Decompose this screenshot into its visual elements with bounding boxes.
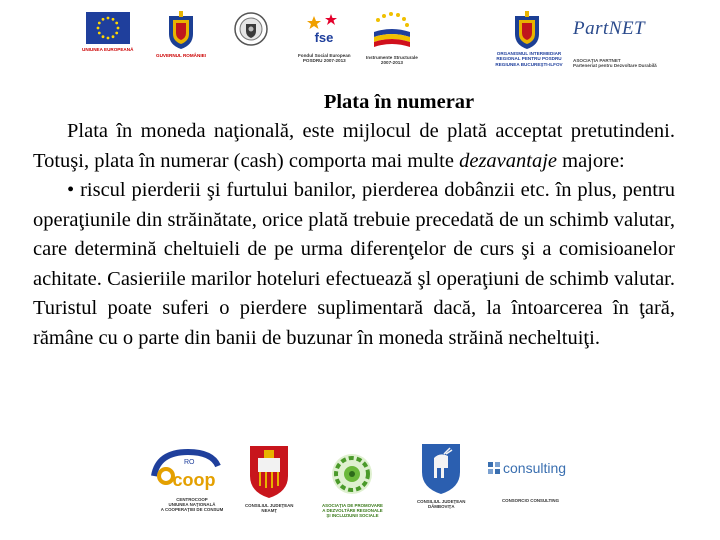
seal-logo (234, 12, 268, 46)
partnet-brand: PartNET (573, 18, 646, 39)
centrocoop-logo (148, 446, 236, 512)
seal-icon (234, 12, 268, 46)
fse-logo (298, 12, 351, 64)
partnet-caption: ASOCIAȚIA PARTNET Parteneriat pentru Dezvoltare Durabilă (573, 58, 657, 69)
adr-logo (322, 452, 383, 518)
oi-logo (495, 10, 563, 67)
document-body (33, 88, 675, 353)
coop-icon (148, 446, 236, 494)
fse-caption: Fondul Social European POSDRU 2007-2013 (298, 53, 351, 64)
is-logo (366, 10, 418, 66)
coat-of-arms-icon (418, 440, 464, 496)
coat-of-arms-icon (512, 10, 542, 50)
fse-star-icon (304, 12, 344, 50)
emphasis-term: dezavantaje (459, 149, 558, 172)
grid-icon (488, 462, 500, 474)
stars-flag-icon (370, 10, 414, 52)
svg-text:RO: RO (184, 459, 195, 466)
neamt-logo (245, 442, 293, 513)
paragraph-intro-text: Plata în moneda naţională, este mijlocul de plată acceptat pretutindeni. Totuşi, plata în numerar (cash) comporta mai multe (33, 120, 675, 172)
paragraph-intro (33, 117, 675, 176)
is-caption: Instrumente Structurale 2007-2013 (366, 55, 418, 66)
centrocoop-caption: CENTROCOOP UNIUNEA NAŢIONALĂ A COOPERAŢIEI DE CONSUM (160, 497, 224, 513)
partnet-logo (573, 18, 657, 69)
page-title: Plata în numerar (323, 91, 475, 113)
dambovita-logo (417, 440, 465, 509)
gov-caption: GUVERNUL ROMÂNIEI (156, 53, 206, 58)
consulting-caption: CONSORCIO CONSULTING (502, 498, 559, 503)
svg-text:fse: fse (314, 30, 334, 45)
oi-caption: ORGANISMUL INTERMEDIAR REGIONAL PENTRU POSDRU REGIUNEA BUCUREŞTI-ILFOV (495, 51, 563, 67)
eu-caption: UNIUNEA EUROPEANĂ (82, 47, 134, 52)
eu-logo (82, 12, 133, 52)
paragraph-bullet: • riscul pierderii şi furtului banilor, pierderea dobânzii etc. în plus, pentru operaţiunile din străinătate, orice plată trebuie precedată de un schimb valutar, care determină cheltuieli de pe urma diferenţelor de curs şi a comisioanelor achitate. Casieriile marilor hoteluri efectuează şl operaţiuni de schimb valutar. Turistul poate suferi o pierdere suplimentară dacă, la întoarcerea în ţară, rămâne cu o parte din banii de buzunar în moneda străină necheltuiţi. (33, 179, 675, 349)
consulting-logo (488, 460, 566, 503)
eu-flag-icon (86, 12, 130, 44)
paragraph-intro-end: majore: (557, 149, 625, 172)
gov-logo (156, 10, 206, 58)
wreath-icon (326, 452, 378, 500)
coat-of-arms-icon (246, 442, 292, 500)
consulting-brand: consulting (503, 460, 567, 476)
dambovita-caption: CONSILIUL JUDEŢEAN DÂMBOVIŢA (417, 499, 466, 510)
adr-caption: ASOCIAŢIA DE PROMOVARE A DEZVOLTĂRII REGIONALE ŞI INCLUZIUNII SOCIALE (322, 503, 383, 519)
coat-of-arms-icon (166, 10, 196, 50)
svg-text:coop: coop (172, 470, 216, 490)
neamt-caption: CONSILIUL JUDEŢEAN NEAMŢ (245, 503, 294, 514)
